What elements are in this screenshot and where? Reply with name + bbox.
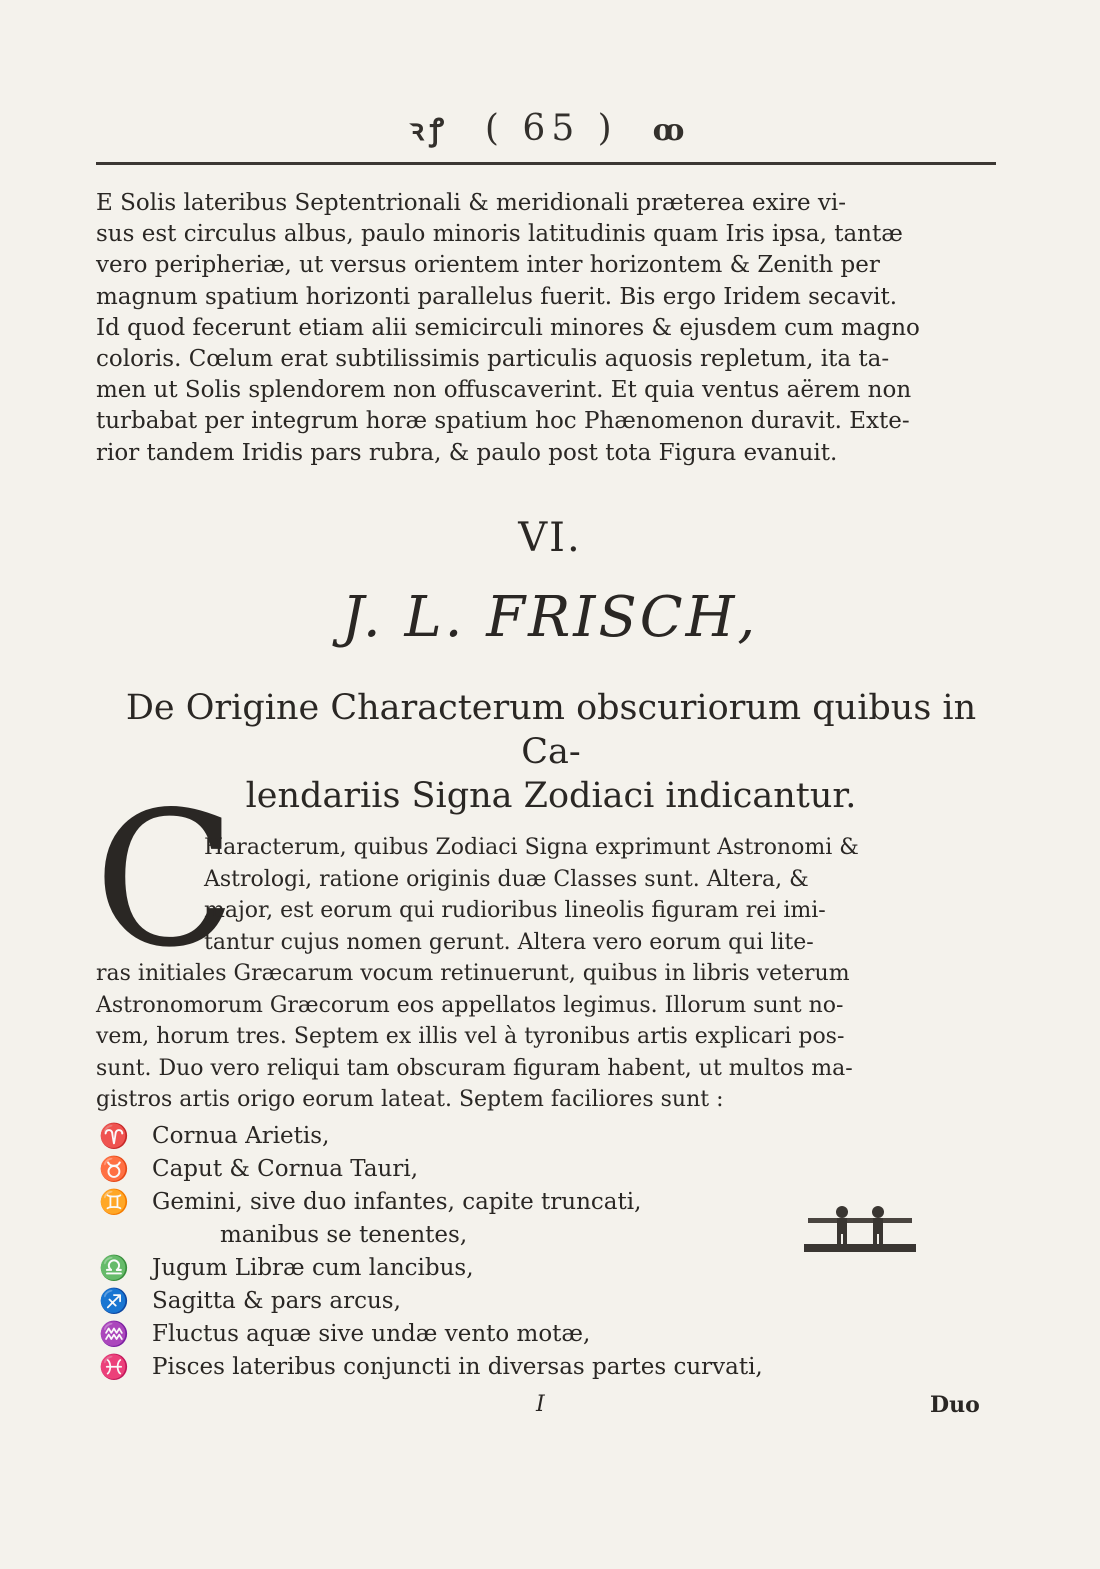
aquarius-icon: ♒ (99, 1320, 129, 1348)
drop-cap: C (94, 771, 237, 988)
gemini-icon: ♊ (99, 1188, 129, 1216)
text-line: Astronomorum Græcorum eos appellatos legimus. Illorum sunt no- (96, 992, 844, 1018)
aries-icon: ♈ (99, 1122, 129, 1150)
text-line: sus est circulus albus, paulo minoris latitudinis quam Iris ipsa, tantæ (96, 221, 903, 248)
taurus-icon: ♉ (99, 1155, 129, 1183)
list-item-text: Jugum Libræ cum lancibus, (152, 1255, 474, 1281)
text-line: vero peripheriæ, ut versus orientem inter horizontem & Zenith per (96, 252, 880, 279)
page-number: ( 65 ) (484, 108, 618, 149)
text-line: tantur cujus nomen gerunt. Altera vero eorum qui lite- (204, 929, 814, 955)
list-item-text: Pisces lateribus conjuncti in diversas partes curvati, (152, 1354, 763, 1380)
header-rule (96, 162, 996, 165)
catchword: Duo (930, 1392, 980, 1418)
text-line: vem, horum tres. Septem ex illis vel à tyronibus artis explicari pos- (96, 1024, 845, 1049)
list-item-text: Fluctus aquæ sive undæ vento motæ, (152, 1321, 591, 1347)
pisces-icon: ♓ (99, 1353, 129, 1381)
left-ornament: ꝛꝭ (409, 113, 451, 148)
text-line: men ut Solis splendorem non offuscaverint. Et quia ventus aërem non (96, 377, 912, 404)
section-number: VI. (518, 515, 582, 561)
author-name: J. L. FRISCH, (341, 585, 759, 650)
list-item-text: Sagitta & pars arcus, (152, 1288, 401, 1314)
list-item (96, 1120, 896, 1153)
list-item-text: Cornua Arietis, (152, 1123, 330, 1149)
page-header (0, 108, 1100, 149)
signature-mark: I (536, 1392, 545, 1417)
list-item (96, 1351, 896, 1384)
text-line: major, est eorum qui rudioribus lineolis figuram rei imi- (204, 898, 826, 923)
text-line: Id quod fecerunt etiam alii semicirculi minores & ejusdem cum magno (96, 314, 920, 341)
list-item (96, 1153, 896, 1186)
sagittarius-icon: ♐ (99, 1287, 129, 1315)
list-item (96, 1186, 896, 1219)
paragraph-2-full (96, 958, 996, 1116)
text-line: sunt. Duo vero reliqui tam obscuram figuram habent, ut multos ma- (96, 1055, 853, 1081)
gemini-figure-icon (800, 1200, 920, 1260)
text-line: Haracterum, quibus Zodiaci Signa exprimunt Astronomi & (204, 835, 859, 860)
list-item (96, 1285, 896, 1318)
title-line: De Origine Characterum obscuriorum quibus in Ca- (125, 688, 977, 772)
text-line: E Solis lateribus Septentrionali & meridionali præterea exire vi- (96, 190, 847, 216)
list-item-text: manibus se tenentes, (220, 1222, 468, 1248)
text-line: magnum spatium horizonti parallelus fuerit. Bis ergo Iridem secavit. (96, 283, 898, 310)
text-line: rior tandem Iridis pars rubra, & paulo post tota Figura evanuit. (96, 439, 838, 466)
text-line: turbabat per integrum horæ spatium hoc Phænomenon duravit. Exte- (96, 408, 910, 435)
text-line: Astrologi, ratione originis duæ Classes sunt. Altera, & (204, 866, 809, 892)
list-item-text: Caput & Cornua Tauri, (152, 1156, 419, 1182)
list-item (96, 1318, 896, 1351)
text-line: coloris. Cœlum erat subtilissimis particulis aquosis repletum, ita ta- (96, 346, 890, 373)
list-item (96, 1219, 896, 1252)
list-item-text: Gemini, sive duo infantes, capite truncati, (152, 1189, 642, 1215)
libra-icon: ♎ (99, 1254, 129, 1282)
paragraph-1 (96, 188, 996, 469)
text-line: gistros artis origo eorum lateat. Septem faciliores sunt : (96, 1087, 724, 1112)
paragraph-2-indented (204, 832, 994, 958)
list-item (96, 1252, 896, 1285)
right-ornament: ꝏ (652, 113, 691, 148)
zodiac-list (96, 1120, 896, 1384)
text-line: ras initiales Græcarum vocum retinuerunt, quibus in libris veterum (96, 961, 850, 986)
title-line: lendariis Signa Zodiaci indicantur. (245, 776, 857, 816)
